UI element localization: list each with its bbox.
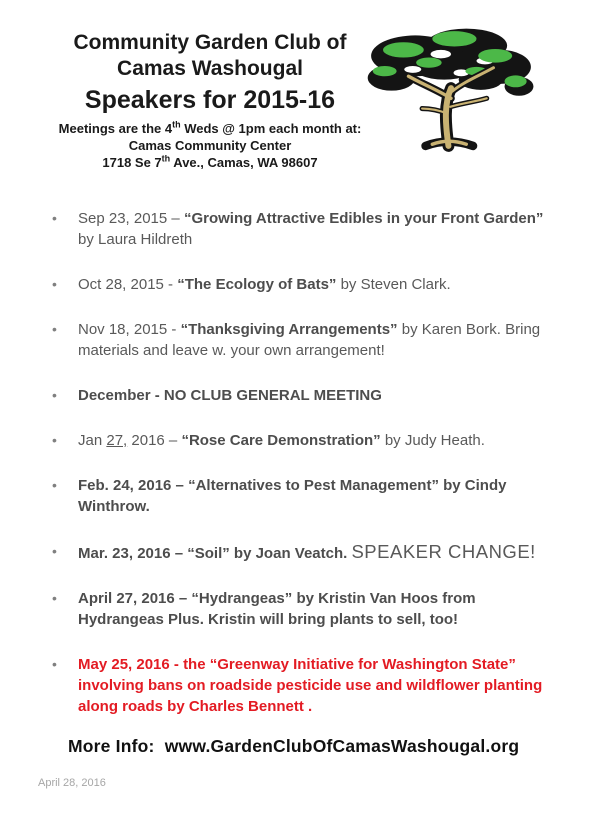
- more-info-line: [68, 736, 519, 757]
- footer-date: April 28, 2016: [38, 777, 106, 789]
- meeting-schedule-line: Meetings are the 4th Weds @ 1pm each month at:: [58, 119, 362, 136]
- page-title-line2: Camas Washougal: [117, 57, 303, 80]
- list-item: • Feb. 24, 2016 – “Alternatives to Pest Management” by Cindy Winthrow.: [50, 475, 555, 517]
- speaker-list: [50, 208, 555, 717]
- list-item: • Sep 23, 2015 – “Growing Attractive Edibles in your Front Garden” by Laura Hildreth: [50, 208, 555, 250]
- list-item: • May 25, 2016 - the “Greenway Initiative for Washington State” involving bans on roadside pesticide use and wildflower planting along roads by Charles Bennett .: [50, 654, 555, 717]
- address-line: 1718 Se 7th Ave., Camas, WA 98607: [102, 153, 318, 170]
- page-subtitle: Speakers for 2015-16: [84, 86, 336, 114]
- list-item: • December - NO CLUB GENERAL MEETING: [50, 385, 555, 406]
- list-item: • April 27, 2016 – “Hydrangeas” by Kristin Van Hoos from Hydrangeas Plus. Kristin will bring plants to sell, too!: [50, 588, 555, 630]
- list-item: • Oct 28, 2015 - “The Ecology of Bats” by Steven Clark.: [50, 274, 555, 295]
- more-info-label: More Info:: [68, 735, 155, 756]
- header-text-block: [0, 30, 420, 171]
- list-item: • Nov 18, 2015 - “Thanksgiving Arrangements” by Karen Bork. Bring materials and leave w. your own arrangement!: [50, 319, 555, 361]
- venue-line: Camas Community Center: [128, 138, 292, 153]
- header: [0, 0, 610, 178]
- oak-tree-clipart-image: [366, 20, 536, 152]
- list-item: • Mar. 23, 2016 – “Soil” by Joan Veatch. SPEAKER CHANGE!: [50, 541, 555, 564]
- list-item: • Jan 27, 2016 – “Rose Care Demonstration” by Judy Heath.: [50, 430, 555, 451]
- page-title-line1: Community Garden Club of: [73, 31, 347, 54]
- website-url: www.GardenClubOfCamasWashougal.org: [164, 735, 520, 756]
